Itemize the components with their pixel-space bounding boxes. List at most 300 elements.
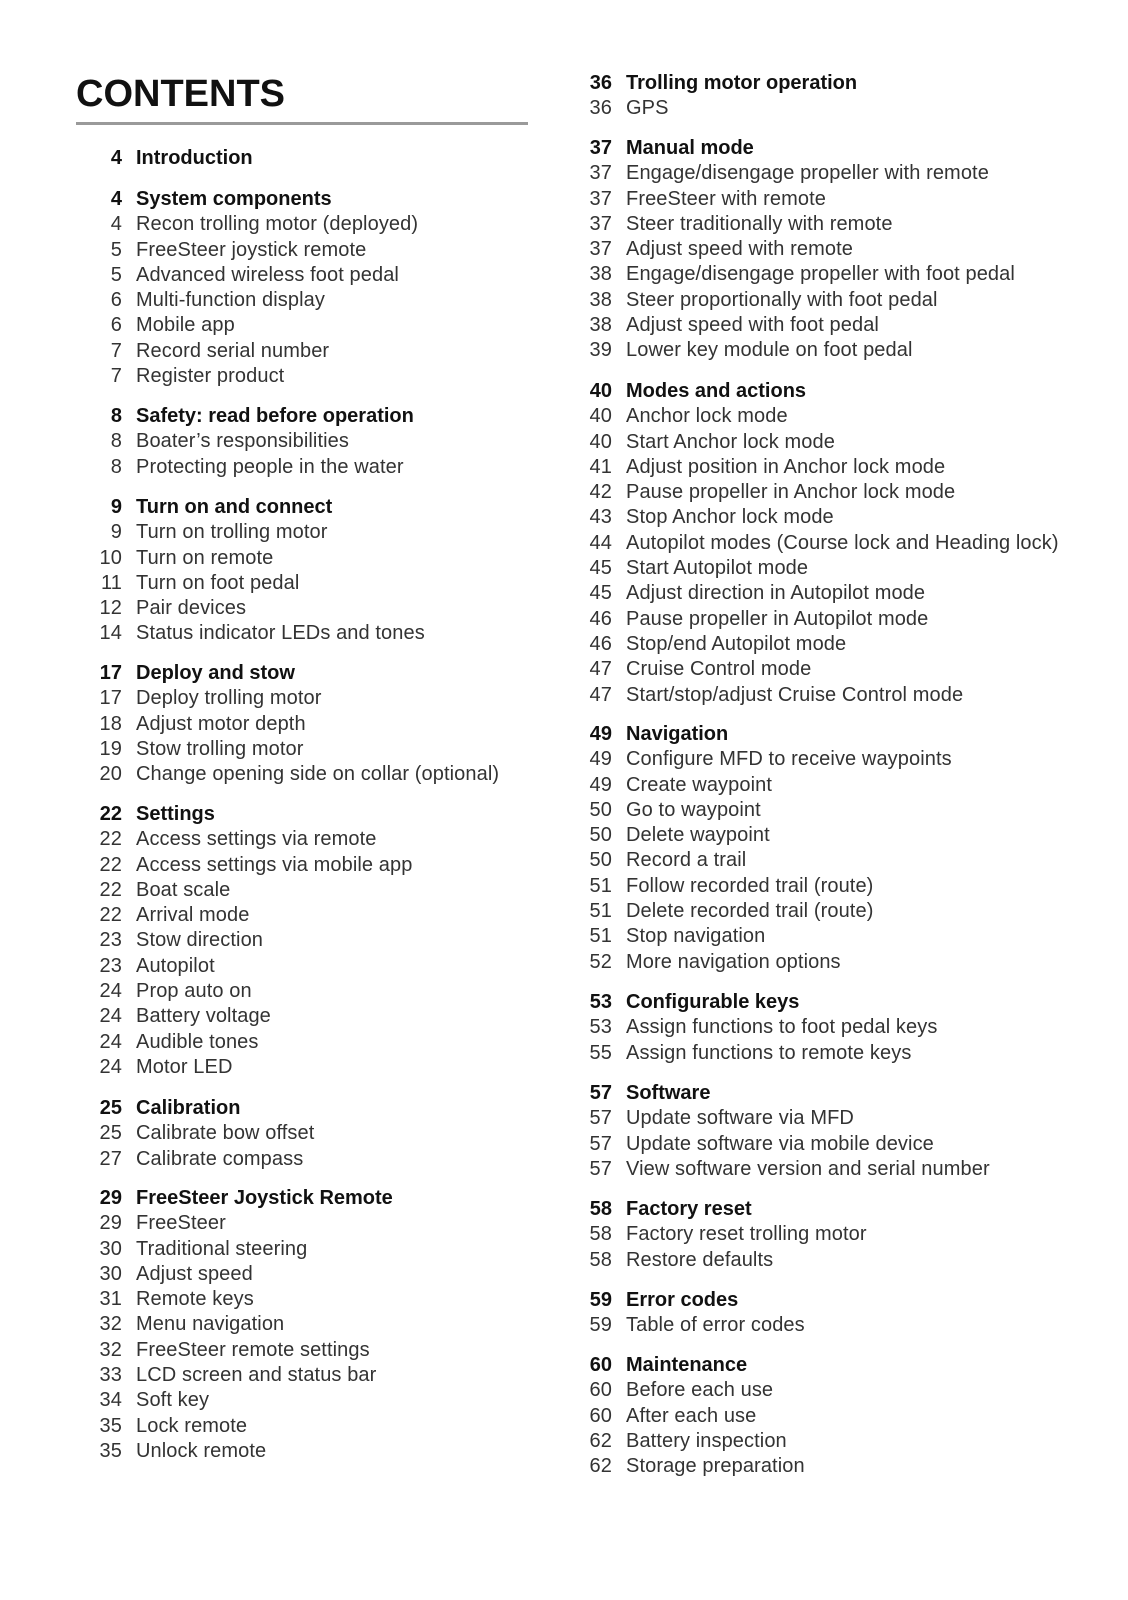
page-number: 25 (99, 1097, 122, 1119)
entry-label: Factory reset trolling motor (626, 1223, 867, 1246)
entry-label: Stop/end Autopilot mode (626, 632, 847, 655)
page-number: 35 (99, 1439, 122, 1462)
entry-label: Pair devices (136, 597, 247, 620)
entry-label: Before each use (626, 1379, 774, 1402)
toc-entry[interactable] (76, 878, 546, 903)
toc-entry[interactable] (76, 288, 546, 313)
entry-label: Assign functions to remote keys (626, 1041, 912, 1064)
toc-heading[interactable] (76, 404, 546, 429)
entry-label: Configure MFD to receive waypoints (626, 748, 952, 771)
toc-entry[interactable] (76, 339, 546, 364)
toc-entry[interactable] (566, 262, 1086, 287)
page-number: 9 (110, 521, 122, 544)
entry-label: View software version and serial number (626, 1157, 990, 1180)
page-number: 53 (589, 991, 612, 1013)
toc-entry[interactable] (566, 1378, 1086, 1403)
page-number: 4 (110, 147, 122, 169)
toc-heading[interactable] (76, 495, 546, 520)
toc-entry[interactable] (76, 928, 546, 953)
toc-heading[interactable] (566, 722, 1086, 747)
page-number: 8 (110, 430, 122, 453)
toc-heading[interactable] (76, 661, 546, 686)
toc-entry[interactable] (76, 1388, 546, 1413)
toc-heading[interactable] (566, 1197, 1086, 1222)
toc-entry[interactable] (76, 313, 546, 338)
page-number: 22 (99, 828, 122, 851)
toc-section (76, 802, 546, 1080)
page-number: 24 (99, 1005, 122, 1028)
page-number: 37 (589, 238, 612, 261)
toc-entry[interactable] (566, 924, 1086, 949)
toc-entry[interactable] (566, 212, 1086, 237)
page-number: 23 (99, 954, 122, 977)
page-number: 37 (589, 137, 612, 159)
toc-entry[interactable] (76, 1287, 546, 1312)
page-number: 58 (589, 1223, 612, 1246)
section-title: Deploy and stow (136, 662, 295, 684)
page-number: 17 (99, 687, 122, 710)
page-number: 44 (589, 531, 612, 554)
page-number: 24 (99, 980, 122, 1003)
entry-label: Adjust speed (136, 1262, 253, 1285)
section-title: Turn on and connect (136, 496, 333, 518)
section-title: Safety: read before operation (136, 405, 414, 427)
entry-label: Recon trolling motor (deployed) (136, 213, 419, 236)
entry-label: Update software via MFD (626, 1107, 854, 1130)
page-number: 12 (99, 597, 122, 620)
toc-section (76, 187, 546, 389)
entry-label: Arrival mode (136, 904, 250, 927)
page-number: 22 (99, 853, 122, 876)
entry-label: Menu navigation (136, 1313, 285, 1336)
entry-label: Stow trolling motor (136, 737, 304, 760)
entry-label: Delete waypoint (626, 824, 770, 847)
entry-label: Start Anchor lock mode (626, 430, 835, 453)
toc-entry[interactable] (566, 607, 1086, 632)
page-number: 22 (99, 904, 122, 927)
page-number: 62 (589, 1455, 612, 1478)
toc-entry[interactable] (76, 1237, 546, 1262)
toc-heading[interactable] (76, 146, 546, 171)
toc-entry[interactable] (566, 1157, 1086, 1182)
page-number: 29 (99, 1187, 122, 1209)
toc-entry[interactable] (566, 657, 1086, 682)
toc-section (566, 71, 1086, 122)
entry-label: FreeSteer with remote (626, 187, 826, 210)
toc-entry[interactable] (566, 683, 1086, 708)
toc-entry[interactable] (566, 1454, 1086, 1479)
toc-entry[interactable] (566, 874, 1086, 899)
toc-heading[interactable] (566, 990, 1086, 1015)
page-number: 31 (99, 1288, 122, 1311)
page-number: 5 (110, 263, 122, 286)
toc-heading[interactable] (76, 802, 546, 827)
entry-label: Create waypoint (626, 773, 773, 796)
toc-section (566, 1081, 1086, 1182)
entry-label: LCD screen and status bar (136, 1364, 377, 1387)
entry-label: Record a trail (626, 849, 747, 872)
page-number: 59 (589, 1289, 612, 1311)
entry-label: Boat scale (136, 878, 231, 901)
toc-heading[interactable] (76, 1096, 546, 1121)
toc-entry[interactable] (76, 263, 546, 288)
page-number: 8 (110, 405, 122, 427)
toc-entry[interactable] (566, 899, 1086, 924)
page-number: 8 (110, 455, 122, 478)
section-title: Maintenance (626, 1354, 748, 1376)
toc-section (76, 404, 546, 480)
page-number: 38 (589, 314, 612, 337)
toc-entry[interactable] (566, 96, 1086, 121)
toc-section (76, 146, 546, 171)
toc-entry[interactable] (76, 762, 546, 787)
entry-label: Anchor lock mode (626, 405, 788, 428)
page-number: 58 (589, 1248, 612, 1271)
toc-heading[interactable] (566, 136, 1086, 161)
entry-label: Motor LED (136, 1055, 233, 1078)
page-number: 36 (589, 97, 612, 120)
entry-label: Lower key module on foot pedal (626, 339, 913, 362)
toc-heading[interactable] (76, 1186, 546, 1211)
section-title: Navigation (626, 723, 729, 745)
page-number: 35 (99, 1414, 122, 1437)
entry-label: Update software via mobile device (626, 1132, 934, 1155)
toc-entry[interactable] (566, 187, 1086, 212)
toc-entry[interactable] (76, 1004, 546, 1029)
toc-entry[interactable] (566, 1041, 1086, 1066)
entry-label: Adjust direction in Autopilot mode (626, 582, 926, 605)
page-number: 60 (589, 1404, 612, 1427)
page-number: 37 (589, 187, 612, 210)
page-number: 4 (110, 188, 122, 210)
page-number: 51 (589, 874, 612, 897)
toc-entry[interactable] (566, 480, 1086, 505)
page-number: 47 (589, 683, 612, 706)
entry-label: FreeSteer remote settings (136, 1338, 370, 1361)
entry-label: Autopilot (136, 954, 215, 977)
page-number: 29 (99, 1212, 122, 1235)
title-divider (76, 122, 528, 125)
page-number: 51 (589, 900, 612, 923)
entry-label: Calibrate compass (136, 1147, 304, 1170)
page-number: 53 (589, 1016, 612, 1039)
page-number: 51 (589, 925, 612, 948)
section-title: Factory reset (626, 1198, 752, 1220)
entry-label: Adjust motor depth (136, 712, 306, 735)
toc-entry[interactable] (566, 798, 1086, 823)
page-number: 7 (110, 365, 122, 388)
page-number: 40 (589, 405, 612, 428)
section-title: Calibration (136, 1097, 241, 1119)
entry-label: Engage/disengage propeller with remote (626, 162, 989, 185)
entry-label: Pause propeller in Anchor lock mode (626, 481, 956, 504)
toc-heading[interactable] (566, 1081, 1086, 1106)
entry-label: Start/stop/adjust Cruise Control mode (626, 683, 964, 706)
toc-entry[interactable] (76, 1262, 546, 1287)
toc-entry[interactable] (76, 621, 546, 646)
entry-label: Access settings via remote (136, 828, 377, 851)
toc-entry[interactable] (566, 823, 1086, 848)
page-number: 32 (99, 1313, 122, 1336)
page-number: 4 (110, 213, 122, 236)
page-number: 23 (99, 929, 122, 952)
toc-entry[interactable] (566, 237, 1086, 262)
entry-label: Adjust speed with foot pedal (626, 314, 879, 337)
toc-entry[interactable] (76, 520, 546, 545)
toc-entry[interactable] (76, 1211, 546, 1236)
toc-entry[interactable] (76, 712, 546, 737)
entry-label: Record serial number (136, 339, 330, 362)
toc-entry[interactable] (566, 632, 1086, 657)
entry-label: Battery voltage (136, 1005, 271, 1028)
section-title: Software (626, 1082, 711, 1104)
toc-entry[interactable] (566, 581, 1086, 606)
page-number: 43 (589, 506, 612, 529)
entry-label: More navigation options (626, 950, 841, 973)
page-number: 45 (589, 557, 612, 580)
toc-entry[interactable] (566, 1132, 1086, 1157)
entry-label: Steer proportionally with foot pedal (626, 288, 938, 311)
toc-section (566, 1353, 1086, 1479)
page-number: 17 (99, 662, 122, 684)
page-number: 38 (589, 288, 612, 311)
entry-label: Access settings via mobile app (136, 853, 413, 876)
page-number: 50 (589, 798, 612, 821)
page-number: 52 (589, 950, 612, 973)
section-title: Configurable keys (626, 991, 800, 1013)
toc-entry[interactable] (566, 1015, 1086, 1040)
page-number: 41 (589, 455, 612, 478)
entry-label: Start Autopilot mode (626, 557, 809, 580)
page-number: 47 (589, 658, 612, 681)
page-number: 22 (99, 878, 122, 901)
toc-section (76, 661, 546, 787)
entry-label: Stop navigation (626, 925, 766, 948)
page-number: 46 (589, 632, 612, 655)
toc-entry[interactable] (76, 546, 546, 571)
section-title: Error codes (626, 1289, 739, 1311)
entry-label: Pause propeller in Autopilot mode (626, 607, 929, 630)
toc-entry[interactable] (566, 288, 1086, 313)
entry-label: Go to waypoint (626, 798, 761, 821)
toc-section (76, 1096, 546, 1172)
page-number: 27 (99, 1147, 122, 1170)
entry-label: Status indicator LEDs and tones (136, 622, 425, 645)
page-number: 49 (589, 773, 612, 796)
toc-entry[interactable] (76, 1338, 546, 1363)
page-number: 25 (99, 1122, 122, 1145)
entry-label: Assign functions to foot pedal keys (626, 1016, 938, 1039)
page-number: 6 (110, 289, 122, 312)
section-title: Introduction (136, 147, 253, 169)
entry-label: Change opening side on collar (optional) (136, 763, 500, 786)
page-number: 10 (99, 546, 122, 569)
entry-label: Prop auto on (136, 980, 252, 1003)
toc-entry[interactable] (76, 1312, 546, 1337)
toc-entry[interactable] (566, 1248, 1086, 1273)
entry-label: After each use (626, 1404, 757, 1427)
toc-entry[interactable] (76, 571, 546, 596)
entry-label: Restore defaults (626, 1248, 774, 1271)
entry-label: Cruise Control mode (626, 658, 812, 681)
page-number: 18 (99, 712, 122, 735)
page-number: 11 (101, 571, 122, 594)
entry-label: Battery inspection (626, 1429, 787, 1452)
page-number: 22 (99, 803, 122, 825)
entry-label: Traditional steering (136, 1237, 308, 1260)
page-number: 24 (99, 1030, 122, 1053)
toc-entry[interactable] (566, 455, 1086, 480)
page-number: 59 (589, 1314, 612, 1337)
entry-label: Stop Anchor lock mode (626, 506, 834, 529)
entry-label: Soft key (136, 1389, 210, 1412)
toc-entry[interactable] (566, 747, 1086, 772)
toc-entry[interactable] (566, 1429, 1086, 1454)
section-title: System components (136, 188, 332, 210)
toc-heading[interactable] (566, 71, 1086, 96)
section-title: Trolling motor operation (626, 72, 858, 94)
toc-entry[interactable] (566, 556, 1086, 581)
toc-entry[interactable] (76, 1363, 546, 1388)
entry-label: Stow direction (136, 929, 264, 952)
section-title: Manual mode (626, 137, 754, 159)
toc-entry[interactable] (566, 531, 1086, 556)
page-number: 58 (589, 1198, 612, 1220)
page-number: 7 (110, 339, 122, 362)
toc-entry[interactable] (76, 212, 546, 237)
toc-heading[interactable] (76, 187, 546, 212)
page-number: 6 (110, 314, 122, 337)
page-title: CONTENTS (76, 73, 285, 115)
toc-section (566, 379, 1086, 708)
page-number: 57 (589, 1132, 612, 1155)
toc-entry[interactable] (76, 686, 546, 711)
toc-entry[interactable] (76, 954, 546, 979)
toc-entry[interactable] (566, 313, 1086, 338)
page-number: 38 (589, 263, 612, 286)
toc-heading[interactable] (566, 1288, 1086, 1313)
toc-entry[interactable] (566, 950, 1086, 975)
entry-label: Audible tones (136, 1030, 259, 1053)
toc-entry[interactable] (76, 238, 546, 263)
page-number: 49 (589, 723, 612, 745)
entry-label: Steer traditionally with remote (626, 212, 893, 235)
toc-section (566, 136, 1086, 364)
toc-entry[interactable] (566, 848, 1086, 873)
entry-label: Lock remote (136, 1414, 248, 1437)
page-number: 57 (589, 1107, 612, 1130)
page-number: 49 (589, 748, 612, 771)
toc-entry[interactable] (76, 1439, 546, 1464)
entry-label: Deploy trolling motor (136, 687, 322, 710)
toc-entry[interactable] (76, 429, 546, 454)
toc-entry[interactable] (76, 1055, 546, 1080)
toc-entry[interactable] (76, 903, 546, 928)
entry-label: Turn on foot pedal (136, 571, 300, 594)
entry-label: Remote keys (136, 1288, 254, 1311)
page-number: 32 (99, 1338, 122, 1361)
page-number: 37 (589, 162, 612, 185)
toc-entry[interactable] (566, 338, 1086, 363)
entry-label: Table of error codes (626, 1314, 805, 1337)
page-number: 40 (589, 430, 612, 453)
page-number: 37 (589, 212, 612, 235)
section-title: Settings (136, 803, 215, 825)
page-number: 62 (589, 1429, 612, 1452)
toc-entry[interactable] (76, 1147, 546, 1172)
toc-entry[interactable] (76, 979, 546, 1004)
toc-heading[interactable] (566, 379, 1086, 404)
section-title: FreeSteer Joystick Remote (136, 1187, 393, 1209)
page-number: 33 (99, 1364, 122, 1387)
toc-entry[interactable] (566, 1404, 1086, 1429)
entry-label: FreeSteer joystick remote (136, 238, 367, 261)
toc-entry[interactable] (76, 1414, 546, 1439)
page-number: 19 (99, 737, 122, 760)
page-number: 50 (589, 824, 612, 847)
entry-label: Advanced wireless foot pedal (136, 263, 399, 286)
page-number: 39 (589, 339, 612, 362)
toc-section (566, 1288, 1086, 1339)
page-number: 36 (589, 72, 612, 94)
entry-label: Adjust speed with remote (626, 238, 853, 261)
toc-section (566, 722, 1086, 975)
toc-entry[interactable] (566, 430, 1086, 455)
toc-entry[interactable] (76, 827, 546, 852)
page-number: 34 (99, 1389, 122, 1412)
page-number: 46 (589, 607, 612, 630)
toc-section (76, 495, 546, 647)
entry-label: Calibrate bow offset (136, 1122, 315, 1145)
entry-label: Autopilot modes (Course lock and Heading lock) (626, 531, 1059, 554)
section-title: Modes and actions (626, 380, 807, 402)
toc-entry[interactable] (76, 455, 546, 480)
toc-entry[interactable] (76, 1030, 546, 1055)
entry-label: Protecting people in the water (136, 455, 404, 478)
page-number: 45 (589, 582, 612, 605)
toc-entry[interactable] (566, 404, 1086, 429)
toc-entry[interactable] (76, 596, 546, 621)
toc-entry[interactable] (76, 1121, 546, 1146)
toc-entry[interactable] (566, 1106, 1086, 1131)
page-number: 20 (99, 763, 122, 786)
toc-entry[interactable] (76, 737, 546, 762)
entry-label: Mobile app (136, 314, 235, 337)
page-number: 24 (99, 1055, 122, 1078)
page-number: 30 (99, 1262, 122, 1285)
page-number: 14 (99, 622, 122, 645)
page-number: 30 (99, 1237, 122, 1260)
toc-section (566, 1197, 1086, 1273)
page-number: 42 (589, 481, 612, 504)
toc-entry[interactable] (76, 364, 546, 389)
entry-label: Register product (136, 365, 285, 388)
page-number: 55 (589, 1041, 612, 1064)
toc-entry[interactable] (566, 773, 1086, 798)
toc-entry[interactable] (566, 161, 1086, 186)
entry-label: Boater’s responsibilities (136, 430, 349, 453)
toc-entry[interactable] (76, 853, 546, 878)
toc-entry[interactable] (566, 505, 1086, 530)
entry-label: Unlock remote (136, 1439, 267, 1462)
entry-label: Turn on trolling motor (136, 521, 328, 544)
page-number: 9 (110, 496, 122, 518)
toc-entry[interactable] (566, 1222, 1086, 1247)
entry-label: Multi-function display (136, 289, 325, 312)
page-number: 60 (589, 1379, 612, 1402)
toc-heading[interactable] (566, 1353, 1086, 1378)
toc-entry[interactable] (566, 1313, 1086, 1338)
